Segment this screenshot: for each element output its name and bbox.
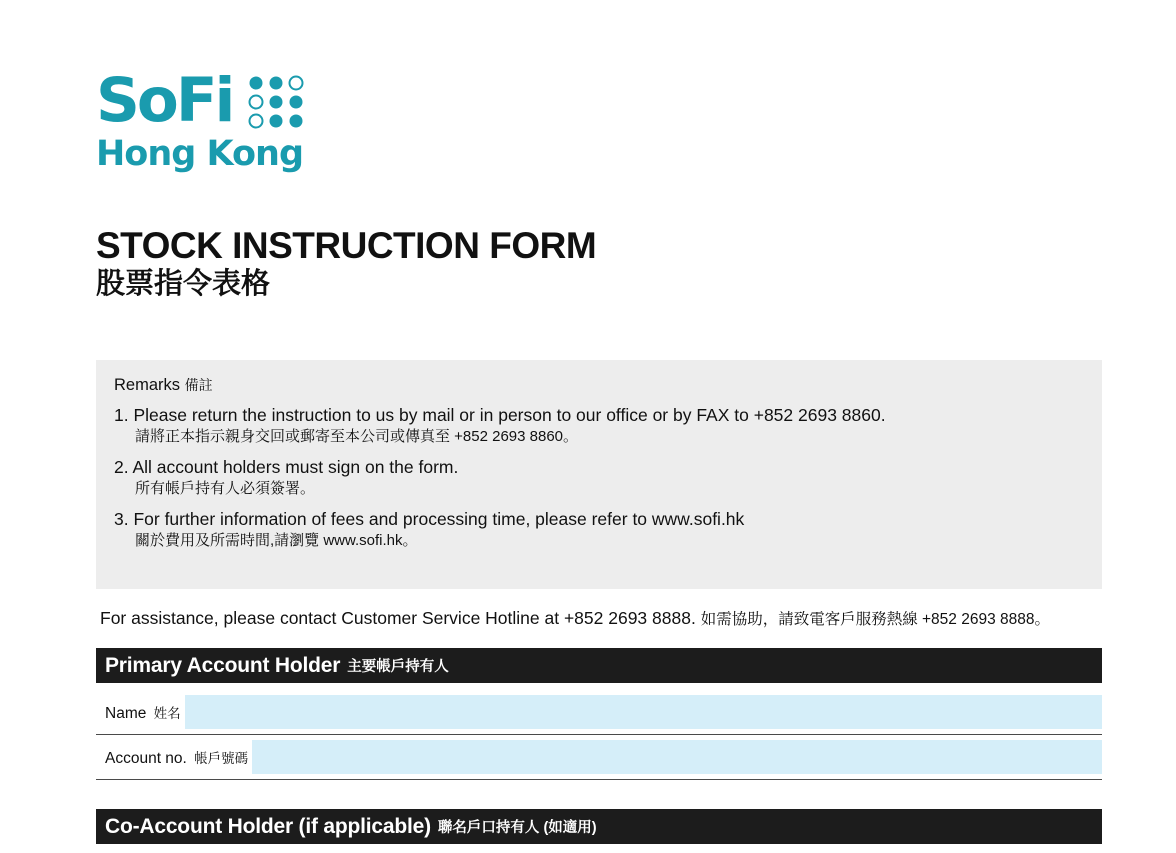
- name-label-zh: 姓名: [153, 705, 181, 721]
- primary-holder-title-zh: 主要帳戶持有人: [347, 659, 449, 675]
- remarks-list: [114, 405, 1084, 552]
- account-field-row: [96, 735, 1102, 780]
- form-title: STOCK INSTRUCTION FORM: [96, 225, 597, 266]
- remark-text-en: 1. Please return the instruction to us by mail or in person to our office or by FAX to +852 2693 8860.: [114, 405, 886, 425]
- co-account-holder-title-zh: 聯名戶口持有人 (如適用): [437, 820, 597, 836]
- remark-text-en: 3. For further information of fees and processing time, please refer to www.sofi.hk: [114, 509, 745, 529]
- name-label-en: Name: [105, 704, 147, 722]
- remark-item: [114, 457, 1084, 500]
- name-input[interactable]: [185, 695, 1102, 729]
- remark-text-zh: 請將正本指示親身交回或郵寄至本公司或傳真至 +852 2693 8860。: [135, 428, 579, 445]
- remark-text-zh: 關於費用及所需時間,請瀏覽 www.sofi.hk。: [135, 532, 418, 549]
- assistance-note: [100, 607, 1050, 631]
- assistance-text-en: For assistance, please contact Customer Service Hotline at +852 2693 8888.: [100, 608, 696, 628]
- primary-holder-title: Primary Account Holder: [105, 653, 341, 677]
- account-label: [96, 747, 248, 768]
- logo-wordmark: SoFi: [96, 65, 233, 136]
- primary-holder-header: [96, 648, 1102, 683]
- account-label-zh: 帳戶號碼: [194, 750, 249, 766]
- co-account-holder-title: Co-Account Holder (if applicable): [105, 814, 431, 838]
- logo-dots-icon: [248, 74, 304, 130]
- remark-text-en: 2. All account holders must sign on the form.: [114, 457, 459, 477]
- logo-subtitle: Hong Kong: [96, 134, 304, 174]
- remark-text-zh: 所有帳戶持有人必須簽署。: [135, 480, 316, 497]
- name-field-row: [96, 690, 1102, 735]
- remarks-heading: [114, 374, 1084, 396]
- remarks-heading-zh: 備註: [184, 377, 213, 393]
- remarks-box: [96, 360, 1102, 589]
- account-label-en: Account no.: [105, 749, 187, 767]
- sofi-logo: [96, 66, 304, 174]
- remark-item: [114, 405, 1084, 448]
- form-title-zh: 股票指令表格: [96, 268, 271, 300]
- name-label: [96, 702, 181, 723]
- remark-item: [114, 509, 1084, 552]
- remarks-heading-en: Remarks: [114, 376, 181, 394]
- co-account-holder-header: [96, 809, 1102, 844]
- assistance-text-zh: 如需協助，請致電客戶服務熱線 +852 2693 8888。: [700, 611, 1050, 628]
- account-number-input[interactable]: [252, 740, 1102, 774]
